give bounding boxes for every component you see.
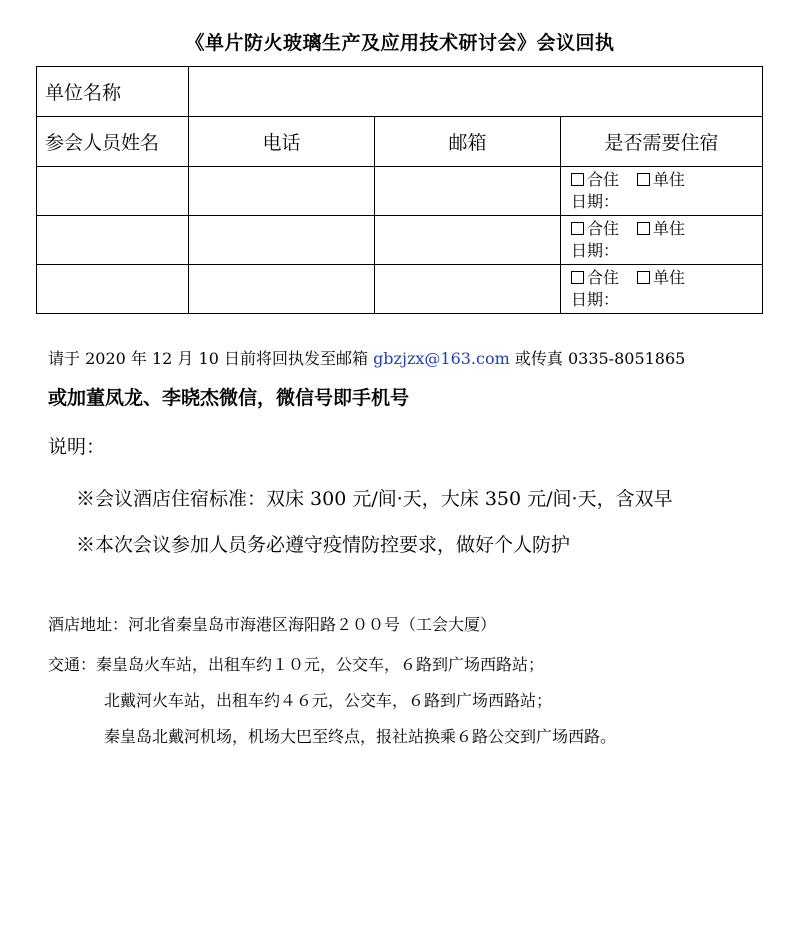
phone-cell[interactable]	[189, 265, 375, 314]
header-email: 邮箱	[375, 117, 561, 167]
wechat-notice: 或加董凤龙、李晓杰微信，微信号即手机号	[48, 387, 410, 409]
explanation-label: 说明：	[48, 436, 106, 458]
email-cell[interactable]	[375, 167, 561, 216]
phone-cell[interactable]	[189, 167, 375, 216]
lodging-date-label: 日期：	[571, 241, 620, 260]
shared-room-checkbox[interactable]	[571, 173, 584, 186]
shared-room-label: 合住	[587, 219, 620, 238]
form-title: 《单片防火玻璃生产及应用技术研讨会》会议回执	[185, 32, 615, 54]
header-lodging: 是否需要住宿	[561, 117, 763, 167]
attendee-name-cell[interactable]	[37, 265, 189, 314]
traffic-line: 北戴河火车站，出租车约４６元，公交车，６路到广场西路站；	[104, 691, 553, 710]
notice-before: 请于 2020 年 12 月 10 日前将回执发至邮箱	[48, 349, 368, 368]
traffic-line: 秦皇岛北戴河机场，机场大巴至终点，报社站换乘６路公交到广场西路。	[104, 727, 617, 746]
lodging-date-label: 日期：	[571, 290, 620, 309]
header-phone: 电话	[189, 117, 375, 167]
attendee-name-cell[interactable]	[37, 167, 189, 216]
single-room-checkbox[interactable]	[637, 271, 650, 284]
submission-notice	[48, 346, 685, 369]
header-attendee-name: 参会人员姓名	[37, 117, 189, 167]
single-room-label: 单住	[653, 170, 686, 189]
single-room-label: 单住	[653, 268, 686, 287]
shared-room-label: 合住	[587, 268, 620, 287]
shared-room-checkbox[interactable]	[571, 271, 584, 284]
attendee-name-cell[interactable]	[37, 216, 189, 265]
table-row	[37, 167, 763, 216]
email-cell[interactable]	[375, 265, 561, 314]
traffic-line: 交通：秦皇岛火车站，出租车约１０元，公交车，６路到广场西路站；	[48, 655, 545, 674]
single-room-checkbox[interactable]	[637, 222, 650, 235]
notice-after: 或传真 0335-8051865	[514, 349, 686, 368]
lodging-cell	[561, 265, 763, 314]
table-row	[37, 216, 763, 265]
unit-row	[37, 67, 763, 117]
lodging-price-note: ※会议酒店住宿标准：双床 300 元/间·天，大床 350 元/间·天，含双早	[76, 488, 673, 510]
unit-name-label: 单位名称	[37, 67, 189, 117]
shared-room-label: 合住	[587, 170, 620, 189]
email-cell[interactable]	[375, 216, 561, 265]
registration-table	[36, 66, 763, 314]
phone-cell[interactable]	[189, 216, 375, 265]
shared-room-checkbox[interactable]	[571, 222, 584, 235]
single-room-checkbox[interactable]	[637, 173, 650, 186]
header-row	[37, 117, 763, 167]
table-row	[37, 265, 763, 314]
single-room-label: 单住	[653, 219, 686, 238]
email-link[interactable]: gbzjzx@163.com	[373, 349, 510, 368]
lodging-cell	[561, 216, 763, 265]
epidemic-prevention-note: ※本次会议参加人员务必遵守疫情防控要求，做好个人防护	[76, 534, 571, 556]
unit-name-cell[interactable]	[189, 67, 763, 117]
hotel-address: 酒店地址：河北省秦皇岛市海港区海阳路２００号（工会大厦）	[48, 615, 497, 634]
lodging-cell	[561, 167, 763, 216]
lodging-date-label: 日期：	[571, 192, 620, 211]
